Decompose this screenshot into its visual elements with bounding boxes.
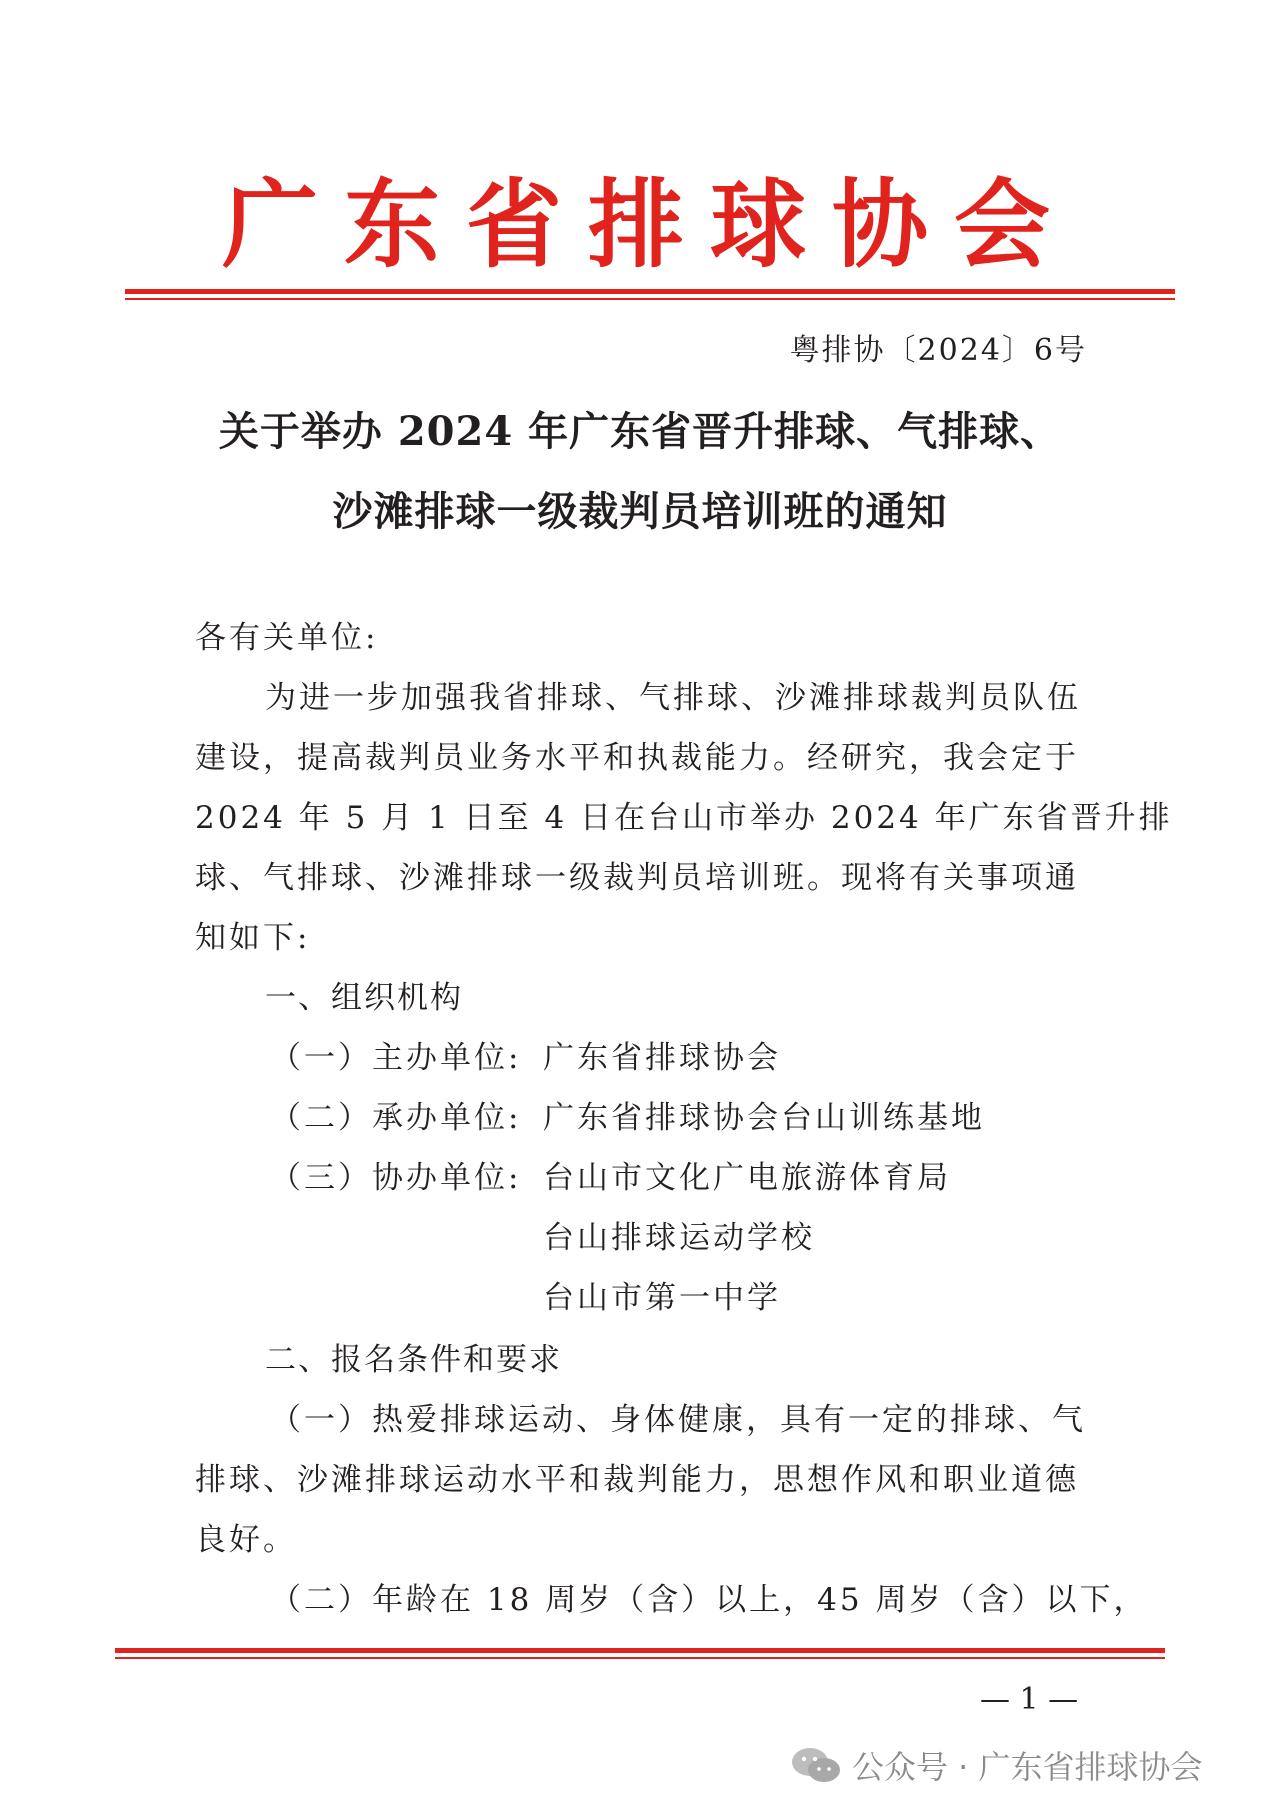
- masthead-char: 排: [588, 168, 684, 281]
- intro-line: 知如下:: [195, 920, 311, 956]
- org-co-label: （三）协办单位:: [270, 1160, 522, 1196]
- masthead-char: 协: [832, 168, 928, 281]
- masthead-char: 广: [222, 168, 318, 281]
- intro-line: 建设，提高裁判员业务水平和执裁能力。经研究，我会定于: [195, 740, 1079, 776]
- intro-line: 为进一步加强我省排球、气排球、沙滩排球裁判员队伍: [265, 680, 1081, 716]
- masthead: [0, 165, 1280, 285]
- requirement-line: （一）热爱排球运动、身体健康，具有一定的排球、气: [270, 1402, 1086, 1438]
- requirement-line: 排球、沙滩排球运动水平和裁判能力，思想作风和职业道德: [195, 1462, 1079, 1498]
- intro-line: 2024 年 5 月 1 日至 4 日在台山市举办 2024 年广东省晋升排: [195, 800, 1173, 836]
- page-number: — 1 —: [980, 1682, 1079, 1717]
- wechat-icon: [790, 1746, 842, 1784]
- salutation: 各有关单位:: [195, 620, 379, 656]
- org-organizer-value: 广东省排球协会台山训练基地: [543, 1100, 985, 1136]
- document-title-line-1: 关于举办 2024 年广东省晋升排球、气排球、: [218, 408, 1062, 455]
- section-heading-organization: 一、组织机构: [265, 980, 463, 1016]
- org-co-value: 台山市文化广电旅游体育局: [543, 1160, 951, 1196]
- masthead-char: 会: [954, 168, 1050, 281]
- org-co-value: 台山市第一中学: [543, 1280, 781, 1316]
- watermark: [790, 1742, 1203, 1788]
- footer-rule-thick: [115, 1648, 1165, 1653]
- footer-rule-thin: [115, 1657, 1165, 1659]
- section-heading-requirements: 二、报名条件和要求: [265, 1342, 562, 1378]
- watermark-text: 公众号 · 广东省排球协会: [852, 1748, 1203, 1786]
- masthead-char: 省: [466, 168, 562, 281]
- document-title-line-2: 沙滩排球一级裁判员培训班的通知: [332, 488, 948, 535]
- org-organizer-label: （二）承办单位:: [270, 1100, 522, 1136]
- masthead-rule-thin: [125, 298, 1175, 300]
- org-host-value: 广东省排球协会: [543, 1040, 781, 1076]
- masthead-char: 东: [344, 168, 440, 281]
- masthead-char: 球: [710, 168, 806, 281]
- org-host-label: （一）主办单位:: [270, 1040, 522, 1076]
- masthead-rule-thick: [125, 289, 1175, 294]
- requirement-line: 良好。: [195, 1522, 297, 1558]
- document-number: 粤排协〔2024〕6号: [789, 333, 1087, 368]
- requirement-line: （二）年龄在 18 周岁（含）以上，45 周岁（含）以下，: [270, 1582, 1148, 1618]
- intro-line: 球、气排球、沙滩排球一级裁判员培训班。现将有关事项通: [195, 860, 1079, 896]
- org-co-value: 台山排球运动学校: [543, 1220, 815, 1256]
